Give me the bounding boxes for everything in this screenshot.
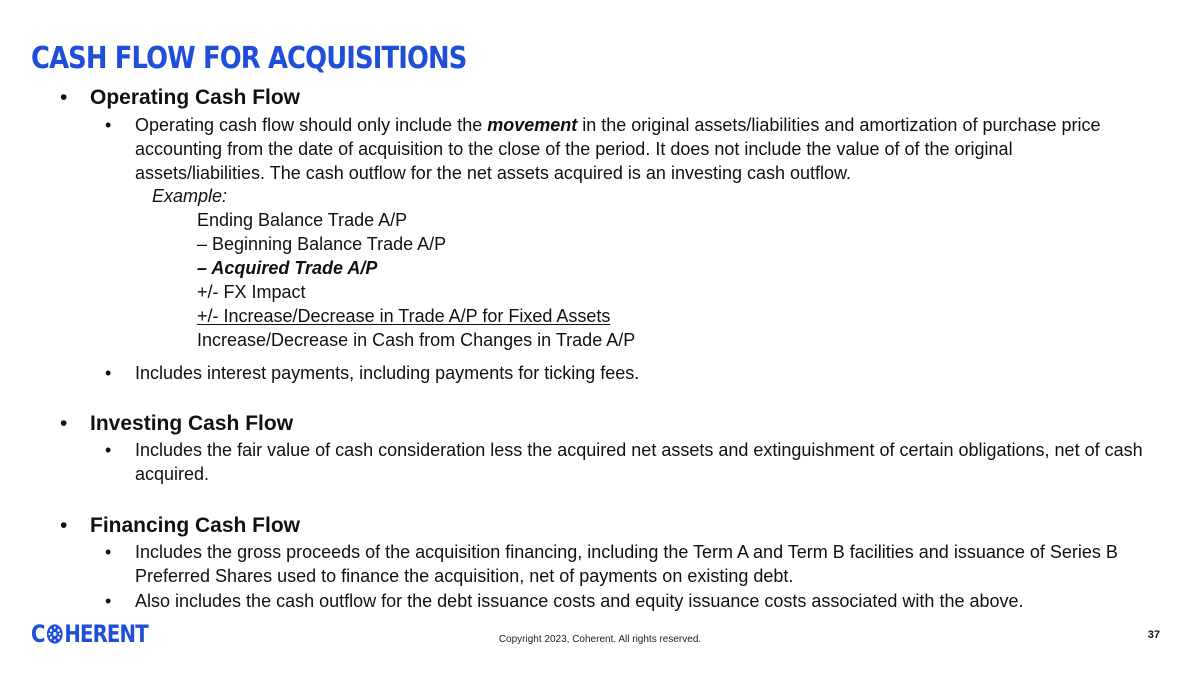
financing-paragraph-1	[105, 540, 1145, 588]
bullet-marker: •	[60, 412, 68, 435]
page-number: 37	[1147, 629, 1160, 641]
example-line: Increase/Decrease in Cash from Changes in Trade A/P	[197, 330, 636, 350]
investing-paragraph-1-text: Includes the fair value of cash consideration less the acquired net assets and extinguishment of certain obligations, net of cash acquired.	[135, 440, 1143, 484]
financing-paragraph-2-text: Also includes the cash outflow for the debt issuance costs and equity issuance costs associated with the above.	[135, 591, 1024, 611]
investing-paragraph-1	[105, 438, 1145, 486]
bullet-marker: •	[105, 542, 112, 562]
operating-paragraph-1	[105, 113, 1145, 185]
bullet-marker: •	[60, 514, 68, 537]
operating-paragraph-2	[105, 361, 1145, 385]
investing-heading: Investing Cash Flow	[90, 412, 294, 435]
financing-heading: Financing Cash Flow	[90, 514, 301, 537]
example-line: Ending Balance Trade A/P	[197, 210, 408, 230]
example-line: +/- Increase/Decrease in Trade A/P for Fixed Assets	[197, 306, 611, 326]
bullet-marker: •	[105, 591, 112, 611]
example-label: Example:	[152, 186, 228, 206]
bullet-marker: •	[105, 440, 112, 460]
operating-paragraph-1-text	[135, 113, 1145, 185]
copyright-footer: Copyright 2023, Coherent. All rights reserved.	[498, 634, 702, 645]
example-line: +/- FX Impact	[197, 282, 306, 302]
logo-text-post: HERENT	[64, 620, 148, 648]
operating-p1-post: in the original assets/liabilities and amortization of purchase price accounting from the date of acquisition to the close of the period. It does not include the value of of the original assets/liabilities. The cash outflow for the net assets acquired is an investing cash outflow.	[135, 115, 1101, 183]
example-line: – Beginning Balance Trade A/P	[197, 234, 447, 254]
operating-p1-emphasis: movement	[487, 115, 578, 135]
bullet-marker: •	[105, 115, 112, 135]
financing-paragraph-2	[105, 589, 1145, 613]
logo-text-pre: C	[31, 620, 45, 648]
bullet-marker: •	[105, 363, 112, 383]
operating-heading: Operating Cash Flow	[90, 86, 301, 109]
bullet-marker: •	[60, 86, 68, 109]
operating-p1-pre: Operating cash flow should only include the	[135, 115, 488, 135]
example-line: – Acquired Trade A/P	[197, 258, 378, 278]
operating-paragraph-2-text: Includes interest payments, including payments for ticking fees.	[135, 363, 640, 383]
page-title: CASH FLOW FOR ACQUISITIONS	[31, 41, 467, 76]
financing-paragraph-1-text: Includes the gross proceeds of the acquisition financing, including the Term A and Term B facilities and issuance of Series B Preferred Shares used to finance the acquisition, net of payments on existing debt.	[135, 542, 1118, 586]
